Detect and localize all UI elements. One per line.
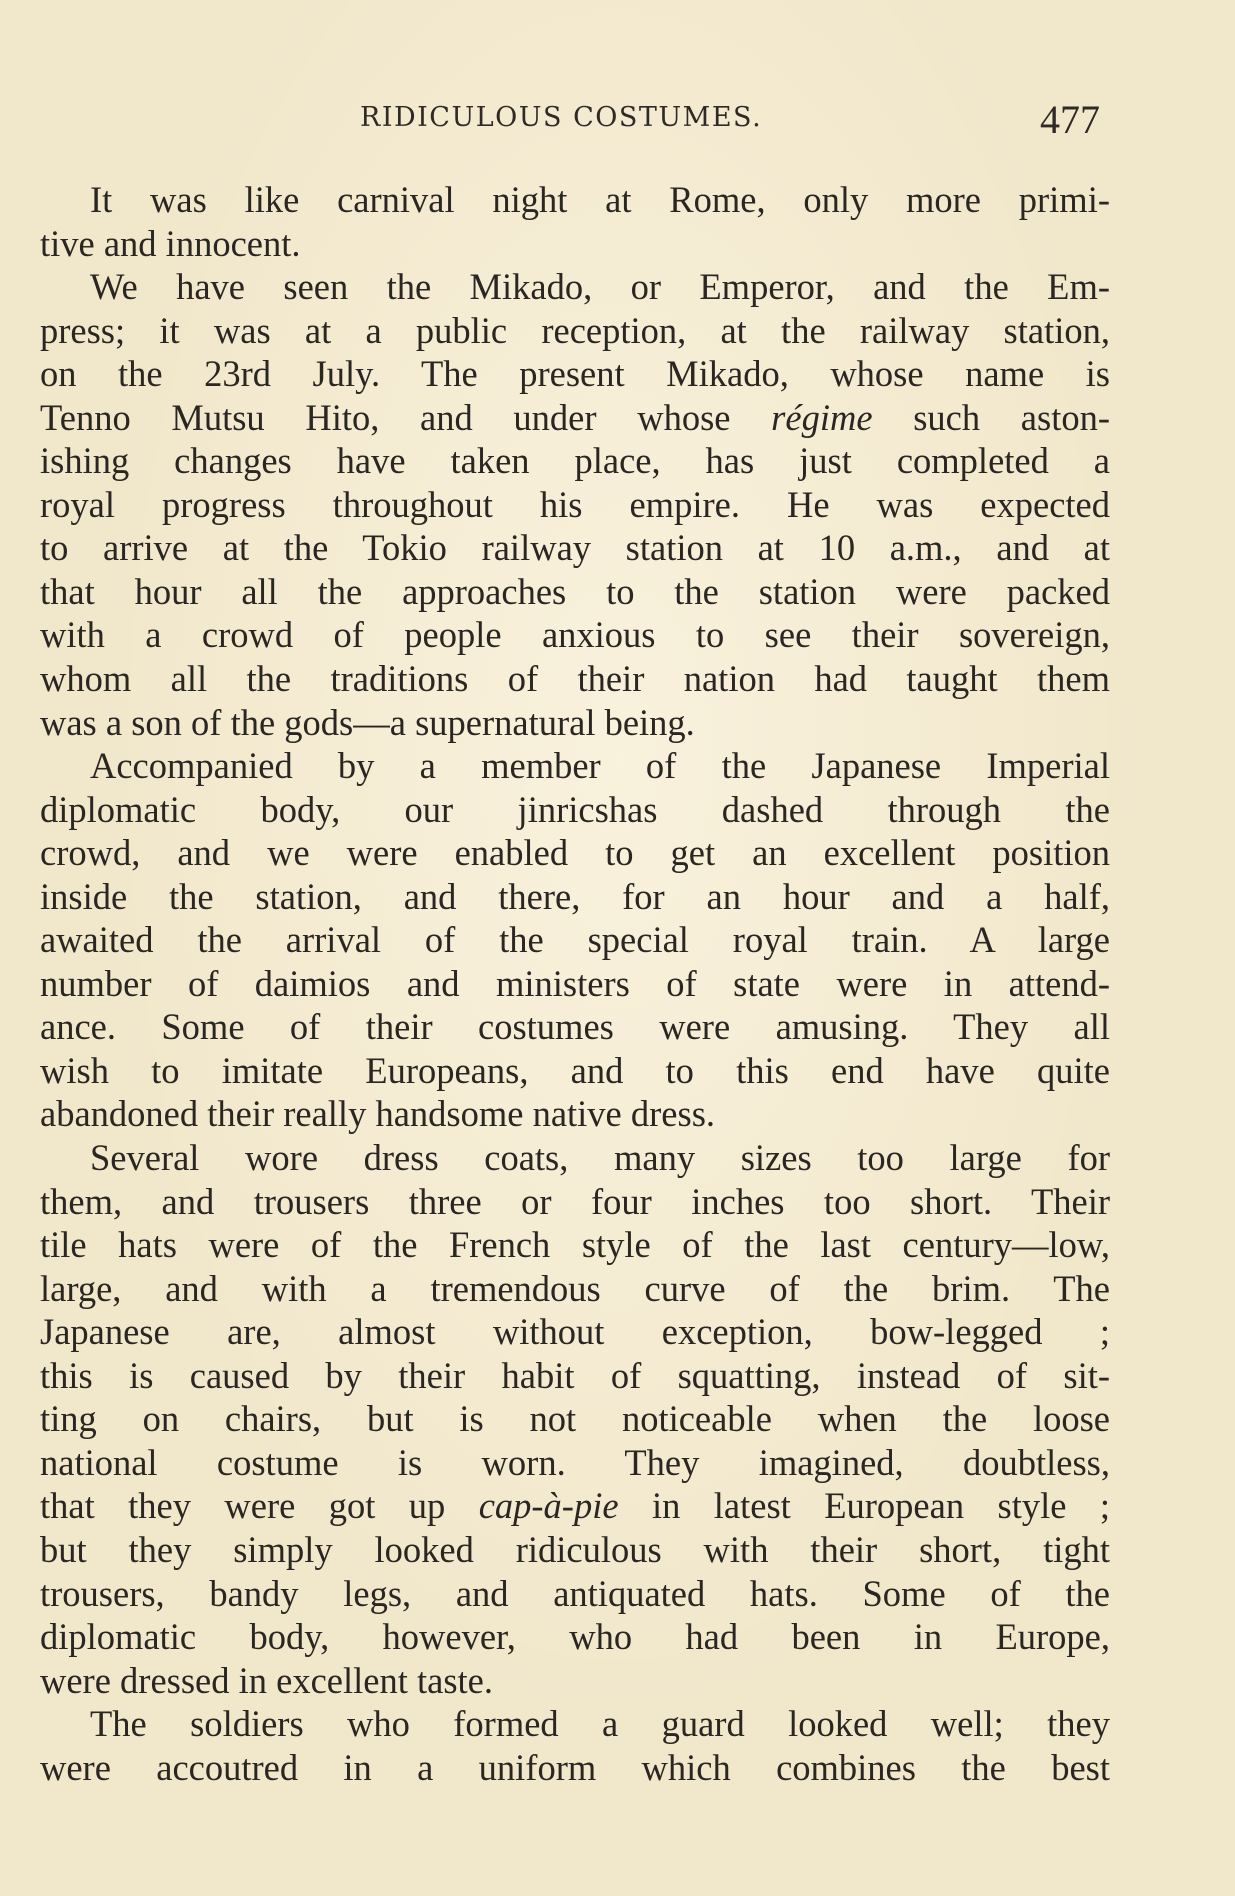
text-line: royal progress throughout his empire. He was expected <box>40 483 1110 525</box>
text-fragment: in latest European style ; <box>618 1485 1110 1527</box>
running-title: RIDICULOUS COSTUMES. <box>360 102 763 133</box>
text-line: abandoned their really handsome native dress. <box>40 1093 716 1135</box>
text-line: diplomatic body, our jinricshas dashed through the <box>40 788 1110 830</box>
text-line: wish to imitate Europeans, and to this end have quite <box>40 1049 1110 1091</box>
text-fragment: that they were got up <box>40 1485 479 1527</box>
text-fragment: such aston- <box>872 396 1110 438</box>
text-line: to arrive at the Tokio railway station at 10 a.m., and at <box>40 527 1110 569</box>
text-line: them, and trousers three or four inches too short. Their <box>40 1180 1110 1222</box>
text-line: Japanese are, almost without exception, bow-legged ; <box>40 1311 1110 1353</box>
text-line: Several wore dress coats, many sizes too large for <box>90 1137 1110 1179</box>
text-line: but they simply looked ridiculous with their short, tight <box>40 1528 1110 1570</box>
text-line: that hour all the approaches to the station were packed <box>40 570 1110 612</box>
text-line: It was like carnival night at Rome, only more primi- <box>90 179 1110 220</box>
page-number: 477 <box>1040 97 1100 142</box>
text-line: We have seen the Mikado, or Emperor, and the Em- <box>90 266 1110 308</box>
text-line: diplomatic body, however, who had been in Europe, <box>40 1616 1110 1658</box>
page-body <box>40 178 1110 1789</box>
text-line: number of daimios and ministers of state were in attend- <box>40 962 1110 1004</box>
italic-text: régime <box>771 396 873 438</box>
text-line: was a son of the gods—a supernatural being. <box>40 701 695 743</box>
text-line: large, and with a tremendous curve of the brim. The <box>40 1267 1110 1309</box>
text-line <box>40 1484 1110 1528</box>
text-line: ance. Some of their costumes were amusing. They all <box>40 1006 1110 1048</box>
text-line: were accoutred in a uniform which combines the best <box>40 1746 1110 1788</box>
italic-text: cap-à-pie <box>478 1485 619 1527</box>
text-line: The soldiers who formed a guard looked well; they <box>90 1703 1110 1745</box>
text-line: with a crowd of people anxious to see their sovereign, <box>40 614 1110 656</box>
text-line <box>40 396 1110 440</box>
text-line: tive and innocent. <box>40 222 301 264</box>
text-line: whom all the traditions of their nation had taught them <box>40 658 1110 700</box>
text-line: were dressed in excellent taste. <box>40 1659 494 1701</box>
page-header <box>40 96 1100 140</box>
text-line: trousers, bandy legs, and antiquated hats. Some of the <box>40 1572 1110 1614</box>
text-line: crowd, and we were enabled to get an excellent position <box>40 832 1110 874</box>
text-line: this is caused by their habit of squatting, instead of sit- <box>40 1354 1110 1396</box>
text-line: press; it was at a public reception, at the railway station, <box>40 309 1110 351</box>
text-line: on the 23rd July. The present Mikado, whose name is <box>40 353 1110 395</box>
text-line: inside the station, and there, for an hour and a half, <box>40 875 1110 917</box>
text-fragment: Tenno Mutsu Hito, and under whose <box>40 396 772 438</box>
text-line: tile hats were of the French style of the last century—low, <box>40 1224 1110 1266</box>
text-line: ishing changes have taken place, has just completed a <box>40 440 1110 482</box>
text-line: ting on chairs, but is not noticeable when the loose <box>40 1398 1110 1440</box>
text-line: national costume is worn. They imagined, doubtless, <box>40 1441 1110 1483</box>
text-line: Accompanied by a member of the Japanese Imperial <box>90 745 1110 787</box>
text-line: awaited the arrival of the special royal train. A large <box>40 919 1110 961</box>
